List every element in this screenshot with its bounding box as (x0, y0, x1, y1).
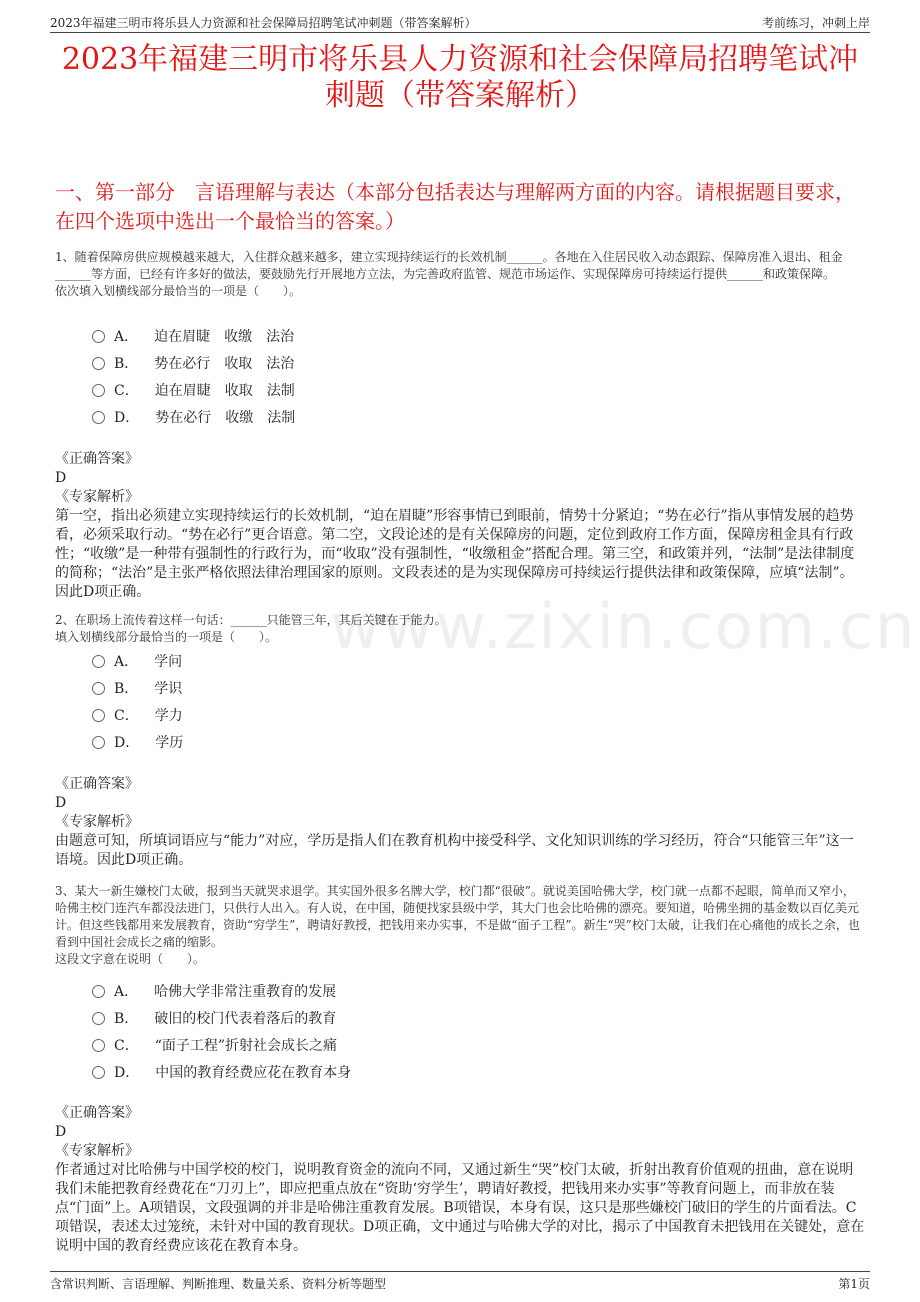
question-2-prompt: 填入划横线部分最恰当的一项是（ ）。 (55, 630, 278, 644)
option-text: 迫在眉睫 收缴 法治 (154, 328, 295, 345)
explain-label: 《专家解析》 (55, 814, 139, 830)
option-key: B． (114, 680, 139, 697)
radio-icon[interactable] (92, 1066, 105, 1079)
answer-value: D (55, 470, 67, 486)
radio-icon[interactable] (92, 330, 105, 343)
question-1-option-a[interactable] (92, 323, 592, 350)
question-2-option-b[interactable] (92, 675, 592, 702)
section-heading: 一、第一部分 言语理解与表达（本部分包括表达与理解两方面的内容。请根据题目要求，在四个选项中选出一个最恰当的答案。） (55, 180, 855, 233)
radio-icon[interactable] (92, 384, 105, 397)
option-text: 学问 (154, 653, 183, 670)
question-3-prompt: 这段文字意在说明（ ）。 (55, 952, 206, 966)
option-text: 中国的教育经费应花在教育本身 (155, 1064, 352, 1081)
question-1-text: 1、随着保障房供应规模越来越大，入住群众越来越多，建立实现持续运行的长效机制______。各地在入住居民收入动态跟踪、保障房准入退出、租金______等方面，已经有许多好的做法，要鼓励先行开展地方立法，为完善政府监管、规范市场运作、实现保障房可持续运行提供______和政策保障。 (55, 250, 843, 281)
page-header (50, 10, 870, 33)
option-key: B． (114, 1010, 139, 1027)
question-2-options (92, 648, 592, 756)
question-3-option-c[interactable] (92, 1032, 592, 1059)
question-3-text: 3、某大一新生嫌校门太破，报到当天就哭求退学。其实国外很多名牌大学，校门都“很破”。就说美国哈佛大学，校门就一点都不起眼，简单而又窄小，哈佛主校门连汽车都没法进门，只供行人出入。有人说，在中国，随便找家县级中学，其大门也会比哈佛的漂亮。要知道，哈佛坐拥的基金数以百亿美元计。但这些钱都用来发展教育，资助“穷学生”，聘请好教授，把钱用来办实事，不是做“面子工程”。新生“哭”校门太破，让我们在心痛他的成长之余，也看到中国社会成长之痛的缩影。 (55, 884, 860, 949)
answer-label: 《正确答案》 (55, 776, 139, 792)
question-1-answer-block (55, 450, 865, 602)
question-1-options (92, 323, 592, 431)
radio-icon[interactable] (92, 682, 105, 695)
question-1-option-b[interactable] (92, 350, 592, 377)
explanation-text: 作者通过对比哈佛与中国学校的校门，说明教育资金的流向不同，又通过新生“哭”校门太破，折射出教育价值观的扭曲，意在说明我们未能把教育经费花在“刀刃上”，即应把重点放在“资助‘穷学生’，聘请好教授，把钱用来办实事”等教育问题上，而非放在装点“门面”上。A项错误，文段强调的并非是哈佛注重教育发展。B项错误，本身有误，这只是那些嫌校门破旧的学生的片面看法。C项错误，表述太过笼统，未针对中国的教育现状。D项正确，文中通过与哈佛大学的对比，揭示了中国教育未把钱用在关键处，意在说明中国的教育经费应该花在教育本身。 (55, 1162, 865, 1254)
question-3-answer-block (55, 1104, 865, 1256)
option-key: D． (114, 1064, 140, 1081)
radio-icon[interactable] (92, 357, 105, 370)
question-3-options (92, 978, 592, 1086)
option-key: D． (114, 734, 140, 751)
question-3-stem (55, 883, 865, 968)
watermark: www.zixin.com.cn (330, 590, 917, 663)
question-1-stem (55, 249, 865, 300)
option-key: C． (114, 1037, 139, 1054)
explanation-text: 由题意可知，所填词语应与“能力”对应，学历是指人们在教育机构中接受科学、文化知识训练的学习经历，符合“只能管三年”这一语境。因此D项正确。 (55, 833, 854, 868)
answer-label: 《正确答案》 (55, 1105, 139, 1121)
question-1-option-d[interactable] (92, 404, 592, 431)
option-key: C． (114, 707, 139, 724)
option-text: 哈佛大学非常注重教育的发展 (154, 983, 337, 1000)
option-text: 势在必行 收缴 法制 (155, 409, 296, 426)
question-1-option-c[interactable] (92, 377, 592, 404)
option-key: A． (114, 983, 139, 1000)
question-2-option-a[interactable] (92, 648, 592, 675)
option-key: D． (114, 409, 140, 426)
explain-label: 《专家解析》 (55, 489, 139, 505)
footer-topics: 含常识判断、言语理解、判断推理、数量关系、资料分析等题型 (50, 1277, 387, 1291)
option-key: A． (114, 328, 139, 345)
explain-label: 《专家解析》 (55, 1143, 139, 1159)
question-1-prompt: 依次填入划横线部分最恰当的一项是（ ）。 (55, 284, 302, 298)
option-key: C． (114, 382, 139, 399)
radio-icon[interactable] (92, 411, 105, 424)
answer-value: D (55, 1124, 67, 1140)
question-3-option-a[interactable] (92, 978, 592, 1005)
option-text: 迫在眉睫 收取 法制 (154, 382, 295, 399)
explanation-text: 第一空，指出必须建立实现持续运行的长效机制，“迫在眉睫”形容事情已到眼前，情势十分紧迫；“势在必行”指从事情发展的趋势看，必须采取行动。“势在必行”更合语意。第二空，文段论述的是有关保障房的问题，定位到政府工作方面，保障房租金具有行政性；“收缴”是一种带有强制性的行政行为，而“收取”没有强制性，“收缴租金”搭配合理。第三空，和政策并列，“法制”是法律制度的简称；“法治”是主张严格依照法律治理国家的原则。文段表述的是为实现保障房可持续运行提供法律和政策保障，应填“法制”。因此D项正确。 (55, 508, 855, 600)
radio-icon[interactable] (92, 1012, 105, 1025)
option-key: A． (114, 653, 139, 670)
radio-icon[interactable] (92, 709, 105, 722)
option-text: 势在必行 收取 法治 (154, 355, 295, 372)
question-2-option-c[interactable] (92, 702, 592, 729)
option-text: “面子工程”折射社会成长之痛 (154, 1037, 338, 1054)
radio-icon[interactable] (92, 736, 105, 749)
question-3-option-b[interactable] (92, 1005, 592, 1032)
option-text: 破旧的校门代表着落后的教育 (154, 1010, 337, 1027)
question-2-text: 2、在职场上流传着这样一句话：______只能管三年，其后关键在于能力。 (55, 613, 447, 627)
question-2-option-d[interactable] (92, 729, 592, 756)
page-footer (50, 1271, 870, 1290)
question-3-option-d[interactable] (92, 1059, 592, 1086)
header-slogan: 考前练习，冲刺上岸 (761, 16, 870, 30)
option-text: 学历 (155, 734, 184, 751)
option-key: B． (114, 355, 139, 372)
page-number: 第1页 (838, 1277, 870, 1291)
radio-icon[interactable] (92, 985, 105, 998)
question-2-stem (55, 612, 865, 646)
radio-icon[interactable] (92, 655, 105, 668)
radio-icon[interactable] (92, 1039, 105, 1052)
answer-label: 《正确答案》 (55, 451, 139, 467)
answer-value: D (55, 795, 67, 811)
option-text: 学识 (154, 680, 183, 697)
header-doc-title: 2023年福建三明市将乐县人力资源和社会保障局招聘笔试冲刺题（带答案解析） (50, 16, 477, 30)
question-2-answer-block (55, 775, 865, 870)
document-title: 2023年福建三明市将乐县人力资源和社会保障局招聘笔试冲刺题（带答案解析） (61, 42, 859, 113)
option-text: 学力 (154, 707, 183, 724)
